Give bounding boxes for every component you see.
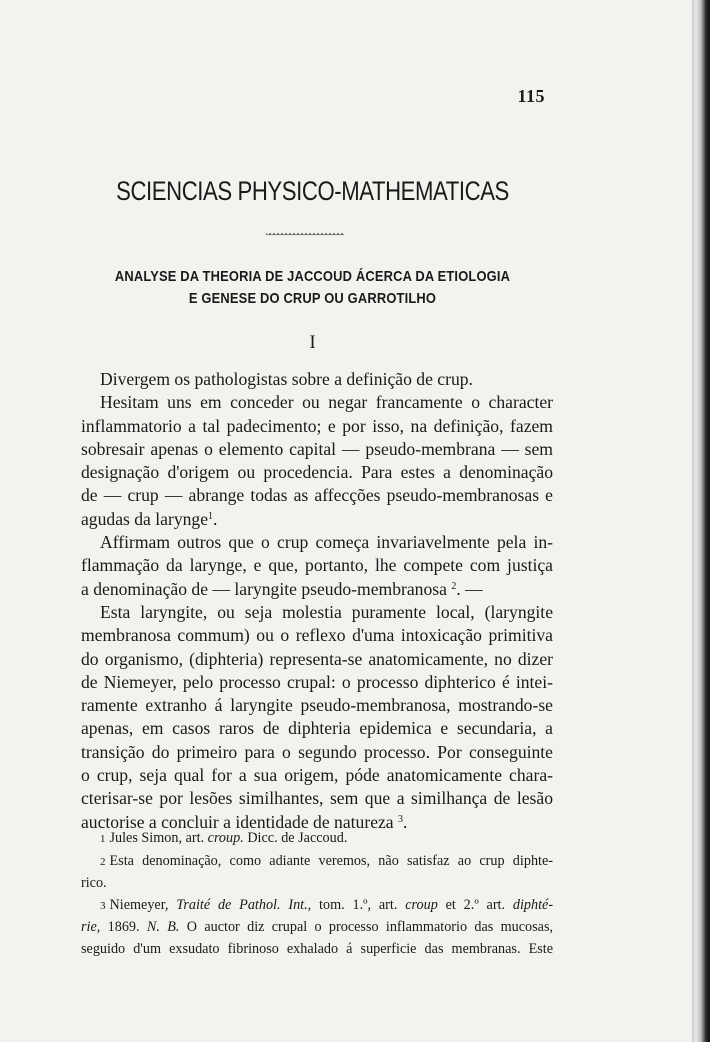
body-line: sobresair apenas o elemento capital — pseudo-membrana — sem — [81, 438, 553, 459]
body-text — [81, 368, 553, 834]
footnote-3-cont: seguido d'um exsudato fibrinoso exhalado á superficie das membranas. Este — [81, 940, 553, 957]
footnote-italic: N. B. — [146, 919, 180, 935]
body-line — [81, 578, 553, 601]
article-title-line-1: ANALYSE DA THEORIA DE JACCOUD ÁCERCA DA ETIOLOGIA — [114, 268, 511, 285]
body-line: transição do primeiro para o segundo processo. Por conseguinte — [81, 741, 553, 762]
body-line: o crup, seja qual for a sua origem, póde anatomicamente chara- — [81, 765, 553, 786]
footnote-text: Niemeyer, — [109, 896, 169, 913]
footnote-text: et 2.º art. — [445, 896, 506, 913]
body-line: ramente extranho á laryngite pseudo-membranosa, mostrando-se — [81, 695, 553, 716]
footnote-text: Jules Simon, art. — [109, 830, 205, 846]
footnote-ref-2: 2 — [451, 580, 457, 592]
footnote-text: Dicc. de Jaccoud. — [247, 830, 348, 846]
footnote-text: O auctor diz crupal o processo inflammatorio das mucosas, — [186, 919, 554, 935]
body-line: designação d'origem ou procedencia. Para estes a denominação — [81, 462, 553, 483]
footnote-italic: Traité de Pathol. Int., — [176, 896, 312, 913]
footnote-number: 2 — [100, 855, 106, 868]
body-line: flammação da larynge, e que, portanto, lhe compete com justiça — [81, 555, 553, 576]
footnote-ref-3: 3 — [398, 813, 404, 825]
body-line: membranosa commum) ou o reflexo d'uma intoxicação primitiva — [81, 625, 553, 646]
body-line: de — crup — abrange todas as affecções pseudo-membranosas e — [81, 485, 553, 506]
ref-3-tail: . — [403, 811, 408, 832]
footnote-italic: croup. — [207, 830, 244, 846]
body-line: Esta laryngite, ou seja molestia puramente local, (laryngite — [100, 601, 553, 622]
body-line: de Niemeyer, pelo processo crupal: o processo diphterico é intei- — [81, 671, 553, 692]
body-line: cterisar-se por lesões similhantes, sem que a similhança de lesão — [81, 788, 553, 809]
footnote-ref-1: 1 — [208, 510, 214, 522]
chapter-number: I — [309, 332, 316, 353]
body-line: Divergem os pathologistas sobre a definição de crup. — [100, 369, 473, 389]
footnote-1 — [81, 828, 553, 851]
body-line: Hesitam uns em conceder ou negar francamente o character — [100, 392, 553, 413]
body-line: Affirmam outros que o crup começa invariavelmente pela in- — [100, 532, 553, 553]
ref-2-tail: . — — [456, 578, 483, 599]
footnote-number: 3 — [100, 899, 106, 912]
footnote-italic: diphté- — [512, 896, 554, 913]
page-edge — [692, 0, 710, 1042]
article-title — [60, 266, 565, 310]
page-number: 115 — [517, 86, 545, 106]
body-line: do organismo, (diphteria) representa-se anatomicamente, no dizer — [81, 648, 553, 669]
footnote-text: 1869. — [107, 919, 140, 935]
footnote-number: 1 — [100, 833, 106, 845]
body-line-text: a denominação de — laryngite pseudo-membranosa — [81, 578, 447, 599]
body-line: apenas, em casos raros de diphteria epidemica e secundaria, a — [81, 718, 553, 739]
body-line: inflammatorio a tal padecimento; e por isso, na definição, fazem — [81, 415, 553, 436]
footnote-2-cont: rico. — [81, 875, 107, 891]
footnote-italic: rie, — [81, 919, 101, 935]
decorative-rule — [266, 233, 344, 237]
footnote-3 — [81, 895, 553, 918]
body-line-text: agudas da larynge — [81, 508, 209, 529]
footnote-italic: croup — [405, 896, 438, 913]
footnotes — [81, 828, 553, 960]
footnote-3-cont — [81, 917, 553, 939]
article-title-line-2: E GENESE DO CRUP OU GARROTILHO — [188, 290, 437, 307]
footnote-text: Esta denominação, como adiante veremos, não satisfaz ao crup diphte- — [109, 852, 553, 869]
period: . — [213, 508, 218, 529]
body-line — [81, 508, 553, 531]
body-line-text: auctorise a concluir a identidade de natureza — [81, 811, 394, 832]
section-title: SCIENCIAS PHYSICO-MATHEMATICAS — [116, 176, 509, 206]
footnote-2 — [81, 851, 553, 874]
footnote-text: tom. 1.º, art. — [319, 896, 398, 913]
